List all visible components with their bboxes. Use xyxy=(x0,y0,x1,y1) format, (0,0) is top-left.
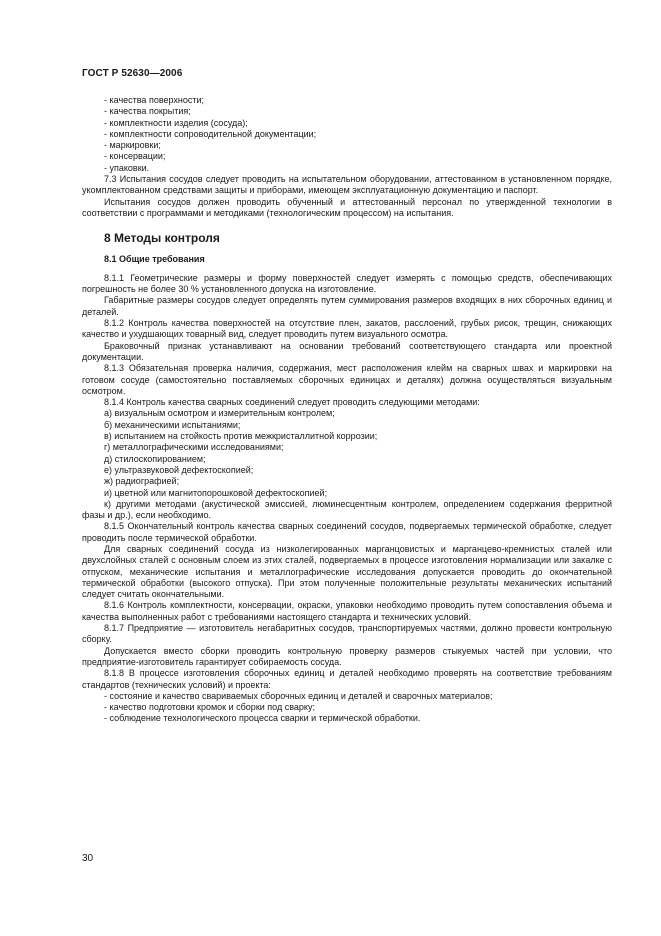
page-content xyxy=(82,95,612,725)
paragraph-8-1-3: 8.1.3 Обязательная проверка наличия, содержания, мест расположения клейм на сварных швах и маркировки на готовом сосуде (самостоятельно поставляемых сборочных единицах и деталях) должна осуществляться визуальным осмотром. xyxy=(82,363,612,396)
list-item: - качество подготовки кромок и сборки под сварку; xyxy=(104,702,315,713)
list-item: в) испытанием на стойкость против межкристаллитной коррозии; xyxy=(104,431,378,442)
list-item: - упаковки. xyxy=(104,162,150,173)
list-item: д) стилоскопированием; xyxy=(104,453,206,464)
paragraph-8-1-5: 8.1.5 Окончательный контроль качества сварных соединений сосудов, подвергаемых термической обработке, следует проводить после термической обработки. xyxy=(82,521,612,543)
list-item: а) визуальным осмотром и измерительным контролем; xyxy=(104,408,335,419)
paragraph-8-1-2: 8.1.2 Контроль качества поверхностей на отсутствие плен, закатов, расслоений, грубых рисок, трещин, снижающих качество и ухудшающих товарный вид, следует проводить путем визуального осмотра. xyxy=(82,318,612,340)
list-item: б) механическими испытаниями; xyxy=(104,419,241,430)
paragraph-8-1-2-reject: Браковочный признак устанавливают на основании требований соответствующего стандарта или проектной документации. xyxy=(82,340,612,362)
list-item: - состояние и качество свариваемых сборочных единиц и деталей и сварочных материалов; xyxy=(104,690,493,701)
list-item: г) металлографическими исследованиями; xyxy=(104,442,284,453)
list-item: - соблюдение технологического процесса сварки и термической обработки. xyxy=(104,713,421,724)
paragraph-8-1-5-low-alloy: Для сварных соединений сосуда из низколегированных марганцовистых и марганцево-кремнистых сталей или двухслойных сталей с основным слоем из этих сталей, подвергаемых в процессе изготовления нормализации или закалке с отпуском, механические испытания и металлографические исследования допускается проводить до окончательной термической обработки (высокого отпуска). При этом полученные положительные результаты механических испытаний следует считать окончательными. xyxy=(82,543,612,600)
list-item-other-methods: к) другими методами (акустической эмиссией, люминесцентным контролем, определением содержания ферритной фазы и др.), если необходимо. xyxy=(82,498,612,521)
paragraph-8-1-7-check: Допускается вместо сборки проводить контрольную проверку размеров стыкуемых частей при условии, что предприятие-изготовитель гарантирует собираемость сосуда. xyxy=(82,645,612,667)
paragraph-8-1-4: 8.1.4 Контроль качества сварных соединений следует проводить следующими методами: xyxy=(104,397,480,408)
list-item: е) ультразвуковой дефектоскопией; xyxy=(104,464,254,475)
paragraph-8-1-1-dimensions: Габаритные размеры сосудов следует определять путем суммирования размеров входящих в них сборочных единиц и деталей. xyxy=(82,295,612,317)
list-item: - качества покрытия; xyxy=(104,106,191,117)
paragraph-7-3: 7.3 Испытания сосудов следует проводить на испытательном оборудовании, аттестованном в установленном порядке, укомплектованном средствами защиты и приборами, имеющем эксплуатационную документацию и паспорт. xyxy=(82,174,612,196)
paragraph-7-3-personnel: Испытания сосудов должен проводить обученный и аттестованный персонал по утвержденной технологии в соответствии с программами и методиками (технологическим процессом) на испытания. xyxy=(82,196,612,218)
list-item: - комплектности изделия (сосуда); xyxy=(104,117,248,128)
list-item: - маркировки; xyxy=(104,140,161,151)
list-item: ж) радиографией; xyxy=(104,476,180,487)
paragraph-8-1-6: 8.1.6 Контроль комплектности, консервации, окраски, упаковки необходимо проводить путем сопоставления объема и качества выполненных работ с требованиями настоящего стандарта и технических условий. xyxy=(82,600,612,622)
paragraph-8-1-1: 8.1.1 Геометрические размеры и форму поверхностей следует измерять с помощью средств, обеспечивающих погрешность не более 30 % установленного допуска на изготовление. xyxy=(82,272,612,295)
list-item: - консервации; xyxy=(104,151,166,162)
section-8-1-title: 8.1 Общие требования xyxy=(104,253,205,264)
paragraph-8-1-7: 8.1.7 Предприятие — изготовитель негабаритных сосудов, транспортируемых частями, должно провести контрольную сборку. xyxy=(82,623,612,645)
standard-code-header: ГОСТ Р 52630—2006 xyxy=(82,68,183,79)
list-item: и) цветной или магнитопорошковой дефектоскопией; xyxy=(104,487,328,498)
section-8-title: 8 Методы контроля xyxy=(104,231,220,246)
list-item: - комплектности сопроводительной документации; xyxy=(104,128,317,139)
paragraph-8-1-8: 8.1.8 В процессе изготовления сборочных единиц и деталей необходимо проверять на соответствие требованиям стандартов (технических условий) и проекта: xyxy=(82,668,612,690)
page-number: 30 xyxy=(82,853,94,864)
list-item: - качества поверхности; xyxy=(104,95,205,105)
